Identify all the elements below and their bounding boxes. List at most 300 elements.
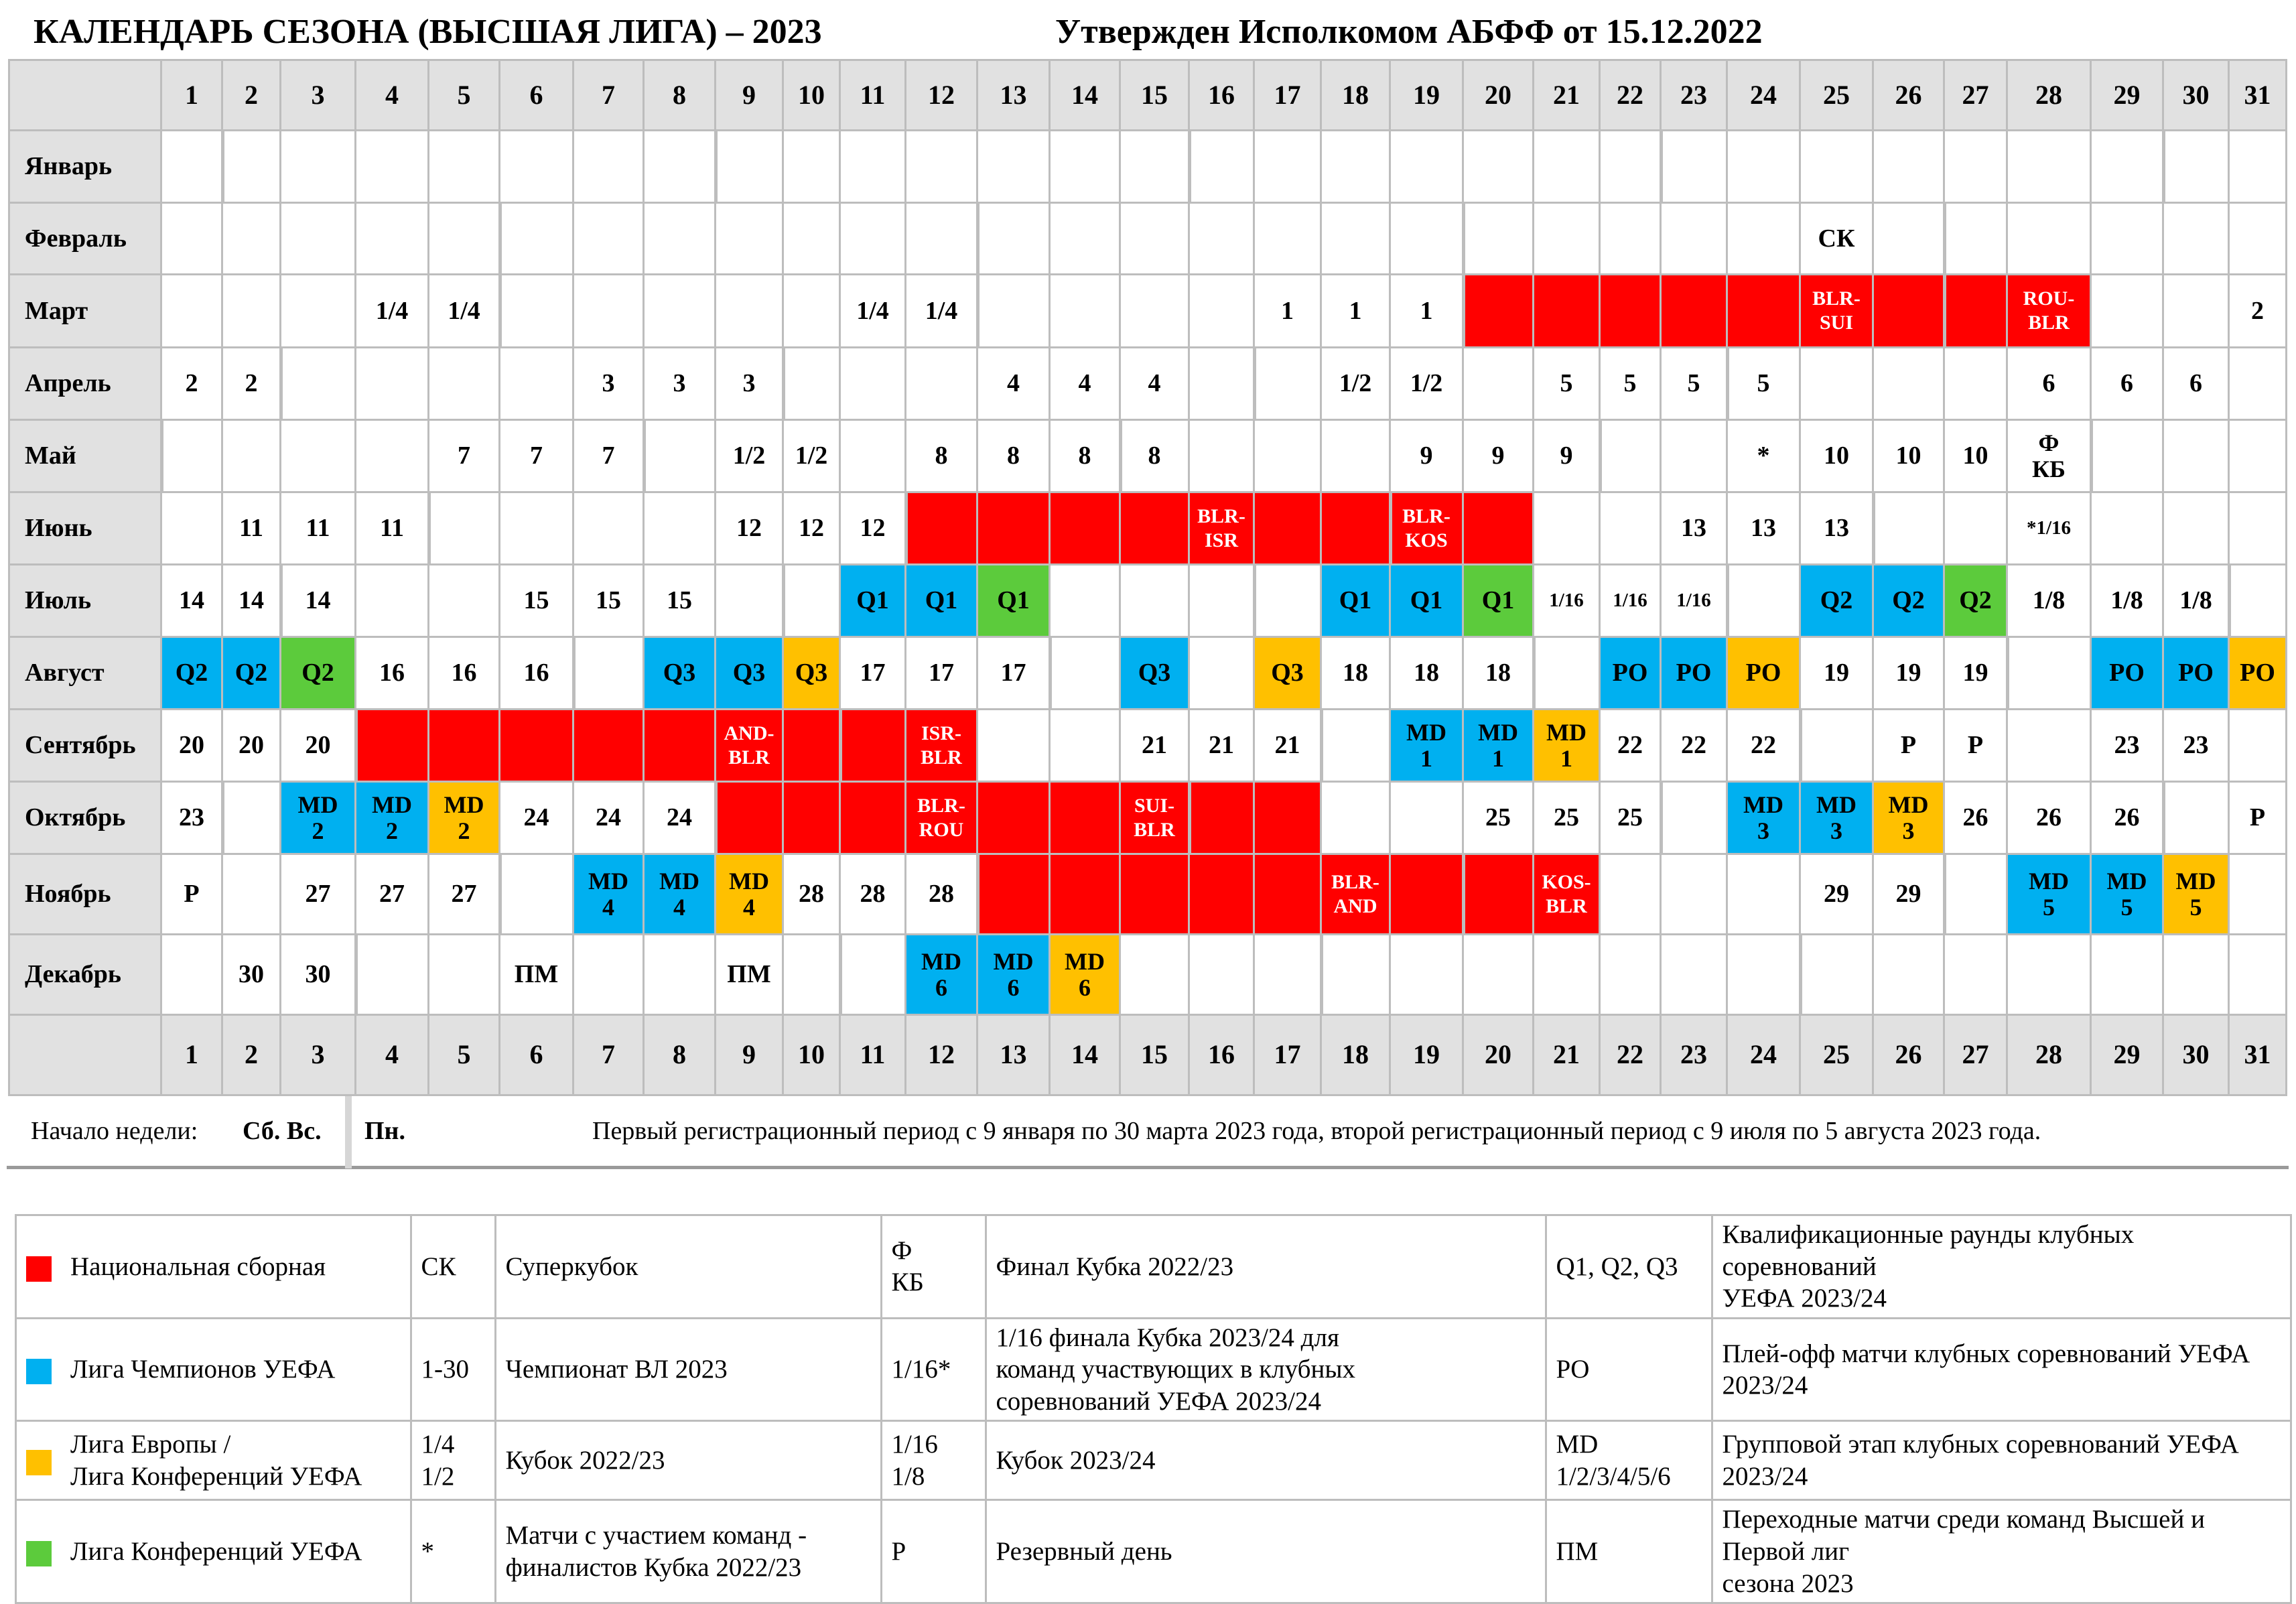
- national-team-cell: [356, 710, 429, 783]
- week-separator: [499, 275, 502, 348]
- day-cell: [716, 565, 784, 638]
- national-team-cell: [645, 710, 716, 783]
- day-cell: 21: [1255, 710, 1322, 783]
- day-cell: [1874, 348, 1945, 421]
- national-team-cell: BLR- AND: [1322, 855, 1391, 935]
- week-separator: [977, 275, 980, 348]
- national-team-cell: [1121, 855, 1190, 935]
- day-cell: [1534, 638, 1601, 710]
- day-cell: [162, 493, 223, 565]
- week-separator: [1189, 131, 1191, 204]
- day-cell: [1728, 131, 1801, 204]
- day-cell: [1051, 131, 1121, 204]
- national-team-cell: [1534, 275, 1601, 348]
- page-title: КАЛЕНДАРЬ СЕЗОНА (ВЫСШАЯ ЛИГА) – 2023: [33, 13, 822, 51]
- day-cell: [2008, 935, 2092, 1016]
- legend-description: Плей-офф матчи клубных соревнований УЕФА 2023/24: [1712, 1318, 2291, 1421]
- day-header-bottom: 24: [1728, 1016, 1801, 1096]
- day-cell: [1391, 783, 1464, 855]
- day-header-top: 1: [162, 59, 223, 131]
- national-team-cell: [1874, 275, 1945, 348]
- day-cell: 8: [978, 421, 1051, 493]
- day-cell: 8: [906, 421, 978, 493]
- legend-description: Резервный день: [986, 1500, 1546, 1603]
- week-separator: [1120, 421, 1122, 493]
- week-start-monday: Пн.: [364, 1117, 405, 1145]
- day-cell: 28: [841, 855, 906, 935]
- day-header-bottom: 20: [1464, 1016, 1534, 1096]
- legend-code: 1/4 1/2: [411, 1421, 495, 1500]
- day-cell: [1945, 493, 2008, 565]
- day-cell: [2008, 710, 2092, 783]
- week-separator: [839, 935, 842, 1016]
- week-separator: [1800, 935, 1802, 1016]
- day-cell: [1121, 565, 1190, 638]
- day-cell: [574, 935, 645, 1016]
- month-label: Июль: [8, 565, 162, 638]
- day-cell: [2092, 275, 2164, 348]
- day-cell: [1874, 131, 1945, 204]
- day-cell: 30: [281, 935, 356, 1016]
- day-cell: [645, 204, 716, 275]
- grid-corner: [8, 59, 162, 131]
- day-cell: [429, 348, 500, 421]
- day-header-top: 19: [1391, 59, 1464, 131]
- legend-code: MD 1/2/3/4/5/6: [1546, 1421, 1712, 1500]
- day-header-top: 4: [356, 59, 429, 131]
- legend-table: [15, 1214, 2292, 1604]
- day-header-bottom: 1: [162, 1016, 223, 1096]
- national-team-cell: [841, 783, 906, 855]
- champions-league-cell: MD 6: [978, 935, 1051, 1016]
- day-cell: P: [2230, 783, 2287, 855]
- day-header-top: 5: [429, 59, 500, 131]
- day-cell: [429, 565, 500, 638]
- week-separator: [1944, 275, 1946, 348]
- day-cell: [1601, 204, 1662, 275]
- day-cell: 7: [429, 421, 500, 493]
- day-cell: [574, 275, 645, 348]
- day-cell: 1/4: [841, 275, 906, 348]
- legend-description: Суперкубок: [495, 1215, 881, 1319]
- day-cell: [500, 275, 574, 348]
- day-cell: [162, 204, 223, 275]
- week-separator: [1873, 493, 1875, 565]
- day-cell: [2092, 421, 2164, 493]
- week-separator: [977, 204, 980, 275]
- week-separator: [1254, 565, 1256, 638]
- conference-league-cell: Q1: [1464, 565, 1534, 638]
- week-separator: [1800, 710, 1802, 783]
- legend-description: Чемпионат ВЛ 2023: [495, 1318, 881, 1421]
- day-cell: [2230, 421, 2287, 493]
- day-header-bottom: 26: [1874, 1016, 1945, 1096]
- week-separator: [1533, 638, 1536, 710]
- day-cell: [2092, 493, 2164, 565]
- day-cell: 1/4: [906, 275, 978, 348]
- day-header-top: 30: [2164, 59, 2230, 131]
- day-cell: [1728, 855, 1801, 935]
- day-cell: [716, 204, 784, 275]
- week-separator: [783, 348, 785, 421]
- day-header-bottom: 9: [716, 1016, 784, 1096]
- day-cell: [1662, 935, 1728, 1016]
- day-header-bottom: 14: [1051, 1016, 1121, 1096]
- week-separator: [1390, 493, 1392, 565]
- day-cell: [645, 131, 716, 204]
- day-cell: 22: [1728, 710, 1801, 783]
- champions-league-cell: PO: [2164, 638, 2230, 710]
- europa-league-cell: MD 4: [716, 855, 784, 935]
- champions-league-cell: MD 3: [1801, 783, 1874, 855]
- day-cell: [978, 204, 1051, 275]
- legend-code: 1-30: [411, 1318, 495, 1421]
- month-label: Август: [8, 638, 162, 710]
- week-separator: [977, 855, 980, 935]
- conference-league-cell: Q2: [281, 638, 356, 710]
- day-cell: 5: [1728, 348, 1801, 421]
- month-label: Декабрь: [8, 935, 162, 1016]
- day-cell: 1/16: [1662, 565, 1728, 638]
- day-cell: 27: [281, 855, 356, 935]
- national-team-cell: [1121, 493, 1190, 565]
- legend-description: Матчи с участием команд - финалистов Кубка 2022/23: [495, 1500, 881, 1603]
- week-separator: [1660, 131, 1663, 204]
- day-cell: [2164, 275, 2230, 348]
- legend-description: Кубок 2022/23: [495, 1421, 881, 1500]
- month-label: Сентябрь: [8, 710, 162, 783]
- day-cell: 16: [356, 638, 429, 710]
- day-cell: [429, 131, 500, 204]
- legend-swatch: [16, 1500, 62, 1603]
- week-separator: [2163, 783, 2165, 855]
- legend-row: [16, 1500, 2291, 1603]
- day-cell: 14: [162, 565, 223, 638]
- week-separator: [1944, 204, 1946, 275]
- day-header-top: 14: [1051, 59, 1121, 131]
- day-cell: 13: [1662, 493, 1728, 565]
- day-cell: [906, 131, 978, 204]
- day-cell: 4: [1051, 348, 1121, 421]
- national-team-cell: [1051, 783, 1121, 855]
- champions-league-cell: MD 4: [574, 855, 645, 935]
- day-cell: [1601, 421, 1662, 493]
- day-cell: 26: [1945, 783, 2008, 855]
- day-cell: [1255, 935, 1322, 1016]
- national-team-cell: [1601, 275, 1662, 348]
- week-separator: [1660, 783, 1663, 855]
- day-cell: 7: [500, 421, 574, 493]
- day-cell: [978, 710, 1051, 783]
- champions-league-cell: PO: [1601, 638, 1662, 710]
- day-cell: [1255, 204, 1322, 275]
- week-separator: [2228, 565, 2231, 638]
- month-label: Февраль: [8, 204, 162, 275]
- day-cell: [1945, 935, 2008, 1016]
- day-cell: [906, 348, 978, 421]
- day-cell: [281, 131, 356, 204]
- day-cell: СК: [1801, 204, 1874, 275]
- champions-league-cell: MD 2: [281, 783, 356, 855]
- day-cell: [1255, 565, 1322, 638]
- day-cell: [1534, 935, 1601, 1016]
- day-header-bottom: 2: [223, 1016, 281, 1096]
- color-swatch-icon: [26, 1359, 52, 1384]
- day-cell: [162, 421, 223, 493]
- day-cell: [574, 638, 645, 710]
- week-start-label: Начало недели:: [31, 1117, 198, 1145]
- day-cell: [1322, 783, 1391, 855]
- day-header-top: 9: [716, 59, 784, 131]
- day-cell: 21: [1121, 710, 1190, 783]
- day-cell: 1/2: [784, 421, 841, 493]
- europa-league-cell: MD 2: [429, 783, 500, 855]
- day-cell: [223, 204, 281, 275]
- champions-league-cell: Q1: [906, 565, 978, 638]
- national-team-cell: [1255, 783, 1322, 855]
- day-cell: [645, 421, 716, 493]
- day-cell: 1/8: [2008, 565, 2092, 638]
- champions-league-cell: Q1: [841, 565, 906, 638]
- day-cell: [1662, 783, 1728, 855]
- day-cell: 16: [500, 638, 574, 710]
- week-separator: [715, 131, 718, 204]
- day-cell: [1051, 275, 1121, 348]
- day-cell: 14: [281, 565, 356, 638]
- day-cell: [500, 493, 574, 565]
- week-separator: [499, 855, 502, 935]
- approval-note: Утвержден Исполкомом АБФФ от 15.12.2022: [1055, 13, 1763, 51]
- day-cell: [574, 131, 645, 204]
- day-cell: 15: [500, 565, 574, 638]
- legend-description: Квалификационные раунды клубных соревнований УЕФА 2023/24: [1712, 1215, 2291, 1319]
- day-cell: 6: [2092, 348, 2164, 421]
- day-cell: [841, 348, 906, 421]
- day-cell: 22: [1601, 710, 1662, 783]
- day-cell: [2164, 204, 2230, 275]
- week-separator: [2007, 638, 2009, 710]
- day-cell: [223, 275, 281, 348]
- day-cell: [162, 275, 223, 348]
- national-team-cell: [574, 710, 645, 783]
- week-separator: [573, 638, 576, 710]
- national-team-cell: [978, 855, 1051, 935]
- day-cell: 17: [906, 638, 978, 710]
- day-cell: [356, 204, 429, 275]
- month-label: Январь: [8, 131, 162, 204]
- day-cell: [2164, 935, 2230, 1016]
- day-cell: 21: [1190, 710, 1255, 783]
- day-header-top: 7: [574, 59, 645, 131]
- day-cell: [1945, 204, 2008, 275]
- day-cell: [223, 421, 281, 493]
- day-cell: 9: [1464, 421, 1534, 493]
- day-cell: 11: [223, 493, 281, 565]
- day-cell: [1662, 855, 1728, 935]
- national-team-cell: BLR- KOS: [1391, 493, 1464, 565]
- national-team-cell: ISR- BLR: [906, 710, 978, 783]
- week-separator: [1463, 275, 1465, 348]
- day-cell: [2092, 131, 2164, 204]
- legend-description: 1/16 финала Кубка 2023/24 для команд участвующих в клубных соревнований УЕФА 2023/24: [986, 1318, 1546, 1421]
- day-cell: 22: [1662, 710, 1728, 783]
- day-cell: [1051, 204, 1121, 275]
- day-cell: [1662, 204, 1728, 275]
- day-header-bottom: 7: [574, 1016, 645, 1096]
- day-cell: [645, 493, 716, 565]
- national-team-cell: [1051, 855, 1121, 935]
- week-separator: [2163, 131, 2165, 204]
- national-team-cell: [784, 710, 841, 783]
- day-cell: 18: [1391, 638, 1464, 710]
- week-separator: [1189, 783, 1191, 855]
- day-cell: [784, 131, 841, 204]
- day-cell: [2164, 783, 2230, 855]
- day-cell: [1945, 855, 2008, 935]
- season-calendar-grid: [8, 59, 2287, 1096]
- national-team-cell: [1190, 855, 1255, 935]
- day-header-bottom: 15: [1121, 1016, 1190, 1096]
- week-separator: [499, 204, 502, 275]
- day-cell: [1662, 421, 1728, 493]
- day-header-bottom: 6: [500, 1016, 574, 1096]
- color-swatch-icon: [26, 1541, 52, 1566]
- day-cell: [223, 783, 281, 855]
- day-cell: [1464, 935, 1534, 1016]
- day-cell: 25: [1464, 783, 1534, 855]
- day-cell: 1/8: [2164, 565, 2230, 638]
- day-cell: 1/8: [2092, 565, 2164, 638]
- day-cell: 24: [500, 783, 574, 855]
- day-cell: 20: [281, 710, 356, 783]
- day-cell: [2164, 493, 2230, 565]
- day-cell: [1391, 131, 1464, 204]
- national-team-cell: BLR- ROU: [906, 783, 978, 855]
- day-cell: [1190, 421, 1255, 493]
- day-cell: [784, 565, 841, 638]
- day-cell: [2230, 710, 2287, 783]
- champions-league-cell: Q3: [645, 638, 716, 710]
- day-cell: [500, 855, 574, 935]
- day-cell: 19: [1945, 638, 2008, 710]
- day-cell: [356, 421, 429, 493]
- europa-league-cell: MD 5: [2164, 855, 2230, 935]
- national-team-cell: [978, 783, 1051, 855]
- day-header-top: 2: [223, 59, 281, 131]
- month-label: Ноябрь: [8, 855, 162, 935]
- champions-league-cell: Q2: [162, 638, 223, 710]
- day-cell: [1190, 638, 1255, 710]
- week-separator: [1463, 855, 1465, 935]
- day-cell: [429, 935, 500, 1016]
- week-separator: [1727, 348, 1729, 421]
- day-cell: [784, 275, 841, 348]
- day-cell: [1801, 348, 1874, 421]
- day-cell: 10: [1874, 421, 1945, 493]
- day-cell: 29: [1801, 855, 1874, 935]
- champions-league-cell: MD 1: [1464, 710, 1534, 783]
- legend-description: Переходные матчи среди команд Высшей и Первой лиг сезона 2023: [1712, 1500, 2291, 1603]
- day-header-top: 31: [2230, 59, 2287, 131]
- day-cell: [1945, 348, 2008, 421]
- day-cell: 1: [1391, 275, 1464, 348]
- day-header-bottom: 31: [2230, 1016, 2287, 1096]
- national-team-cell: KOS- BLR: [1534, 855, 1601, 935]
- day-cell: [1322, 935, 1391, 1016]
- month-label: Октябрь: [8, 783, 162, 855]
- day-cell: [2008, 638, 2092, 710]
- day-cell: [1874, 935, 1945, 1016]
- day-cell: [500, 204, 574, 275]
- day-cell: 26: [2008, 783, 2092, 855]
- day-cell: 11: [356, 493, 429, 565]
- day-cell: [1874, 493, 1945, 565]
- day-cell: 1/2: [716, 421, 784, 493]
- week-separator: [643, 421, 646, 493]
- day-header-top: 3: [281, 59, 356, 131]
- day-header-bottom: 17: [1255, 1016, 1322, 1096]
- national-team-cell: [906, 493, 978, 565]
- day-header-bottom: 10: [784, 1016, 841, 1096]
- week-separator: [222, 783, 224, 855]
- day-header-top: 22: [1601, 59, 1662, 131]
- europa-league-cell: PO: [1728, 638, 1801, 710]
- day-header-bottom: 3: [281, 1016, 356, 1096]
- day-cell: 9: [1534, 421, 1601, 493]
- day-cell: 11: [281, 493, 356, 565]
- champions-league-cell: Q1: [1322, 565, 1391, 638]
- day-cell: [1801, 131, 1874, 204]
- champions-league-cell: MD 5: [2008, 855, 2092, 935]
- day-cell: 18: [1322, 638, 1391, 710]
- legend-code: Ф КБ: [881, 1215, 986, 1319]
- week-separator: [1463, 204, 1465, 275]
- national-team-cell: [1464, 275, 1534, 348]
- champions-league-cell: MD 3: [1728, 783, 1801, 855]
- legend-code: ПМ: [1546, 1500, 1712, 1603]
- day-cell: 1/16: [1534, 565, 1601, 638]
- day-cell: 20: [162, 710, 223, 783]
- day-cell: [841, 935, 906, 1016]
- day-cell: [356, 565, 429, 638]
- day-cell: [429, 493, 500, 565]
- day-cell: *: [1728, 421, 1801, 493]
- month-label: Апрель: [8, 348, 162, 421]
- day-cell: 17: [978, 638, 1051, 710]
- national-team-cell: [978, 493, 1051, 565]
- day-cell: 27: [429, 855, 500, 935]
- day-cell: [978, 131, 1051, 204]
- week-separator: [161, 421, 163, 493]
- day-cell: [1801, 710, 1874, 783]
- day-cell: [2164, 131, 2230, 204]
- day-cell: [1051, 710, 1121, 783]
- week-separator: [905, 493, 908, 565]
- week-separator: [1599, 421, 1602, 493]
- day-header-bottom: 13: [978, 1016, 1051, 1096]
- legend-description: Национальная сборная: [61, 1215, 411, 1319]
- national-team-cell: BLR- SUI: [1801, 275, 1874, 348]
- legend-swatch: [16, 1318, 62, 1421]
- europa-league-cell: Q3: [784, 638, 841, 710]
- day-cell: 15: [574, 565, 645, 638]
- national-team-cell: [1728, 275, 1801, 348]
- day-cell: 1/2: [1391, 348, 1464, 421]
- day-cell: [1190, 565, 1255, 638]
- day-cell: [2230, 935, 2287, 1016]
- day-cell: 8: [1051, 421, 1121, 493]
- champions-league-cell: PO: [1662, 638, 1728, 710]
